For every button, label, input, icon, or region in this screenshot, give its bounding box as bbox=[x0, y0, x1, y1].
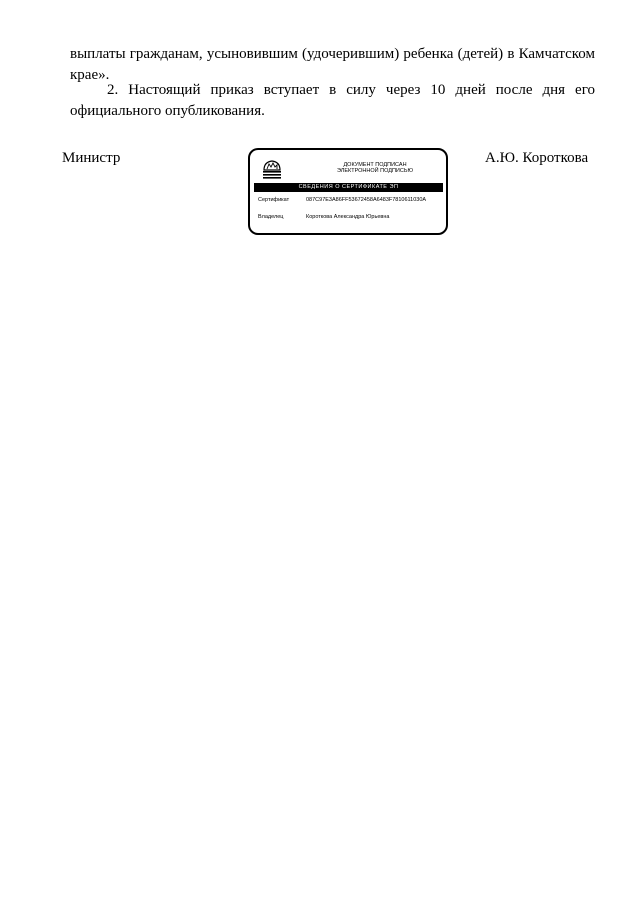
coat-of-arms-icon bbox=[261, 158, 283, 180]
signatory-position: Министр bbox=[62, 150, 121, 166]
paragraph-1: выплаты гражданам, усыновившим (удочерившим) ребенка (детей) в Камчатском крае». bbox=[70, 46, 595, 83]
stamp-owner-value: Короткова Александра Юрьевна bbox=[306, 214, 390, 220]
stamp-cert-value: 087C97E3A86FF53672458A6483F7810611030A bbox=[306, 197, 427, 203]
paragraph-2: 2. Настоящий приказ вступает в силу через 10 дней после дня его официального опубликования. bbox=[70, 82, 595, 119]
stamp-heading-line-1: ДОКУМЕНТ ПОДПИСАН bbox=[343, 162, 407, 168]
signatory-name: А.Ю. Короткова bbox=[485, 150, 589, 166]
electronic-signature-stamp bbox=[248, 148, 448, 235]
stamp-heading-line-2: ЭЛЕКТРОННОЙ ПОДПИСЬЮ bbox=[336, 168, 414, 175]
stamp-cert-label: Сертификат bbox=[258, 197, 290, 203]
stamp-heading bbox=[320, 162, 430, 175]
stamp-certificate-bar: СВЕДЕНИЯ О СЕРТИФИКАТЕ ЭП bbox=[254, 183, 443, 192]
stamp-owner-label: Владелец bbox=[258, 214, 284, 220]
